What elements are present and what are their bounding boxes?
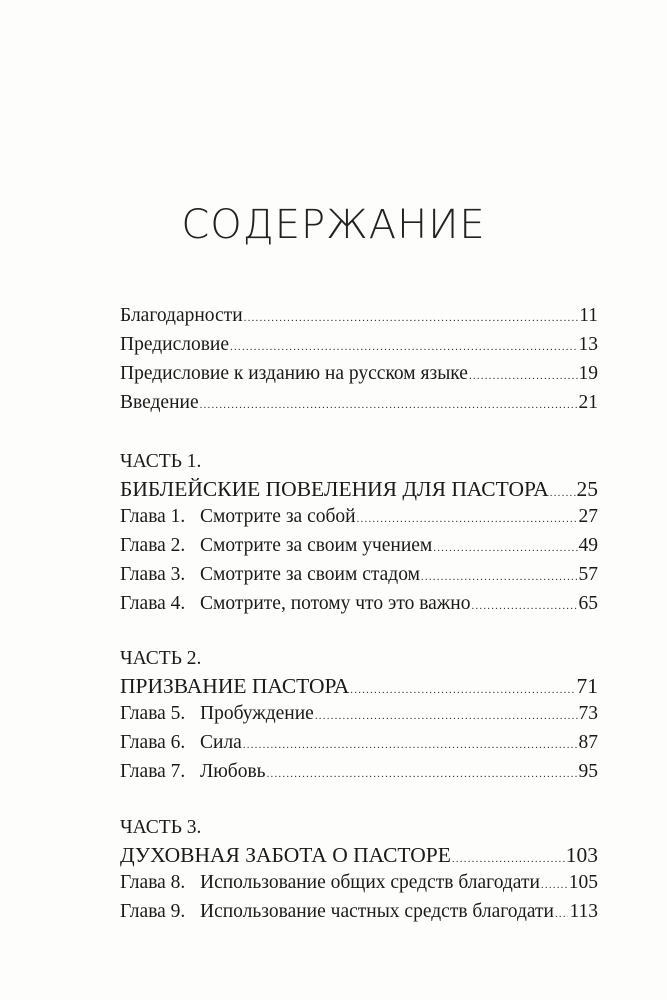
dot-leader (550, 487, 576, 499)
chapter-label: Глава 2. (120, 535, 186, 556)
dot-leader (315, 710, 578, 722)
page-number: 25 (576, 477, 598, 501)
page-number: 65 (578, 593, 598, 614)
chapter-label: Глава 9. (120, 901, 186, 922)
page-number: 11 (579, 305, 598, 326)
page-title: СОДЕРЖАНИЕ (181, 202, 486, 248)
entry-title: Смотрите за собой (200, 506, 356, 527)
toc-entry (120, 901, 598, 929)
part-label: ЧАСТЬ 2. (120, 648, 202, 669)
page-number: 113 (569, 901, 598, 922)
toc-entry (120, 703, 598, 731)
toc-entry (120, 506, 598, 534)
dot-leader (267, 768, 578, 780)
part-label: ЧАСТЬ 1. (120, 451, 202, 472)
page-number: 13 (578, 334, 598, 355)
dot-leader (200, 399, 578, 411)
toc-entry (120, 761, 598, 789)
chapter-label: Глава 4. (120, 593, 186, 614)
entry-title: Смотрите за своим учением (200, 535, 433, 556)
chapter-label: Глава 6. (120, 732, 186, 753)
dot-leader (452, 853, 565, 865)
toc-entry (120, 564, 598, 592)
entry-title: Использование частных средств благодати (200, 901, 554, 922)
entry-title: Сила (200, 732, 242, 753)
page-number: 71 (576, 674, 598, 698)
entry-title: Благодарности (120, 305, 243, 326)
entry-title: Смотрите за своим стадом (200, 564, 420, 585)
chapter-label: Глава 7. (120, 761, 186, 782)
entry-title: Любовь (200, 761, 266, 782)
page-number: 27 (578, 506, 598, 527)
entry-title: Предисловие к изданию на русском языке (120, 363, 468, 384)
dot-leader (433, 542, 577, 554)
toc-entry (120, 305, 598, 333)
page-number: 95 (578, 761, 598, 782)
toc-entry (120, 535, 598, 563)
page-number: 103 (565, 843, 598, 867)
page-number: 57 (578, 564, 598, 585)
page-number: 87 (578, 732, 598, 753)
toc-entry (120, 477, 598, 505)
dot-leader (350, 684, 575, 696)
toc-entry (120, 674, 598, 702)
page-number: 19 (578, 363, 598, 384)
page-number: 105 (568, 872, 598, 893)
entry-title: Предисловие (120, 334, 230, 355)
toc-entry (120, 593, 598, 621)
dot-leader (541, 879, 568, 891)
toc-entry (120, 334, 598, 362)
page-number: 73 (578, 703, 598, 724)
dot-leader (230, 341, 577, 353)
entry-title: Пробуждение (200, 703, 314, 724)
toc-entry (120, 732, 598, 760)
toc-entry (120, 392, 598, 420)
entry-title: БИБЛЕЙСКИЕ ПОВЕЛЕНИЯ ДЛЯ ПАСТОРА (120, 477, 549, 501)
page-number: 21 (578, 392, 598, 413)
dot-leader (471, 600, 577, 612)
chapter-label: Глава 5. (120, 703, 186, 724)
entry-title: Введение (120, 392, 199, 413)
entry-title: ПРИЗВАНИЕ ПАСТОРА (120, 674, 350, 698)
dot-leader (469, 370, 578, 382)
dot-leader (244, 312, 579, 324)
dot-leader (555, 908, 568, 920)
entry-title: ДУХОВНАЯ ЗАБОТА О ПАСТОРЕ (120, 843, 451, 867)
chapter-label: Глава 1. (120, 506, 186, 527)
toc-entry (120, 872, 598, 900)
entry-title: Смотрите, потому что это важно (200, 593, 471, 614)
page-number: 49 (578, 535, 598, 556)
dot-leader (357, 513, 578, 525)
chapter-label: Глава 8. (120, 872, 186, 893)
toc-entry (120, 363, 598, 391)
entry-title: Использование общих средств благодати (200, 872, 540, 893)
dot-leader (421, 571, 578, 583)
dot-leader (243, 739, 578, 751)
toc-entry (120, 843, 598, 871)
chapter-label: Глава 3. (120, 564, 186, 585)
part-label: ЧАСТЬ 3. (120, 817, 202, 838)
